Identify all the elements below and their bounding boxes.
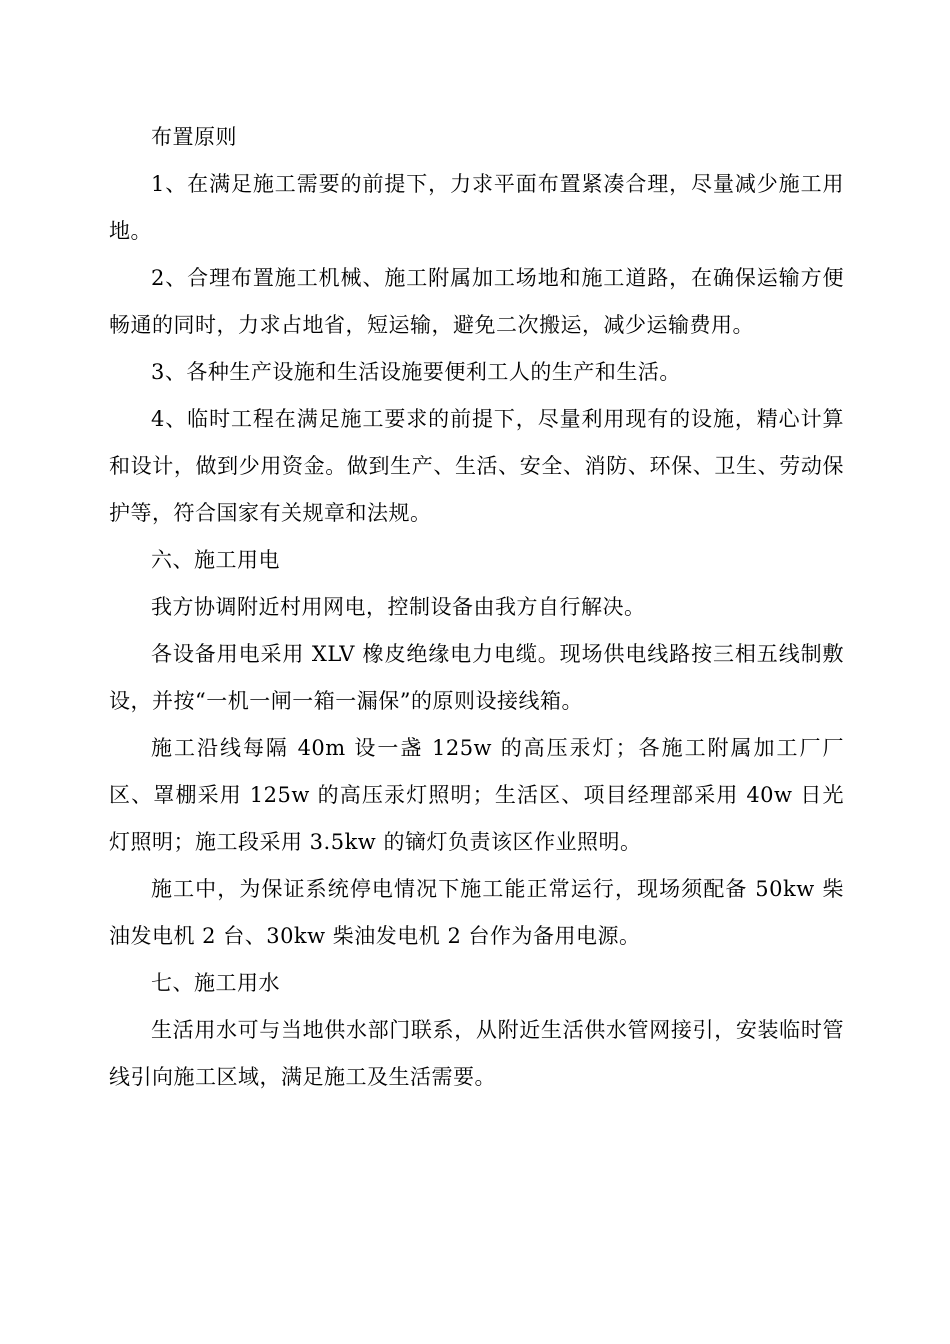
section-heading-layout-principles: 布置原则 xyxy=(151,125,237,149)
paragraph-power-source: 我方协调附近村用网电，控制设备由我方自行解决。 xyxy=(151,595,646,619)
paragraph-lighting: 施工沿线每隔 40m 设一盏 125w 的高压汞灯；各施工附属加工厂厂区、罩棚采用 125w 的高压汞灯照明；生活区、项目经理部采用 40w 日光灯照明；施工段采用 3.5kw 的镝灯负责该区作业照明。 xyxy=(109,736,844,854)
paragraph-principle-2: 2、合理布置施工机械、施工附属加工场地和施工道路，在确保运输方便畅通的同时，力求占地省，短运输，避免二次搬运，减少运输费用。 xyxy=(109,266,844,337)
paragraph-water-supply: 生活用水可与当地供水部门联系，从附近生活供水管网接引，安装临时管线引向施工区域，满足施工及生活需要。 xyxy=(109,1018,844,1089)
paragraph-principle-3: 3、各种生产设施和生活设施要便利工人的生产和生活。 xyxy=(151,360,681,384)
document-body xyxy=(109,114,844,1101)
paragraph-backup-generator: 施工中，为保证系统停电情况下施工能正常运行，现场须配备 50kw 柴油发电机 2 台、30kw 柴油发电机 2 台作为备用电源。 xyxy=(109,877,844,948)
paragraph-power-cable: 各设备用电采用 XLV 橡皮绝缘电力电缆。现场供电线路按三相五线制敷设，并按“一机一闸一箱一漏保”的原则设接线箱。 xyxy=(109,642,844,713)
section-heading-power: 六、施工用电 xyxy=(151,548,280,572)
paragraph-principle-1: 1、在满足施工需要的前提下，力求平面布置紧凑合理，尽量减少施工用地。 xyxy=(109,172,844,243)
section-heading-water: 七、施工用水 xyxy=(151,971,280,995)
paragraph-principle-4: 4、临时工程在满足施工要求的前提下，尽量利用现有的设施，精心计算和设计，做到少用资金。做到生产、生活、安全、消防、环保、卫生、劳动保护等，符合国家有关规章和法规。 xyxy=(109,407,844,525)
